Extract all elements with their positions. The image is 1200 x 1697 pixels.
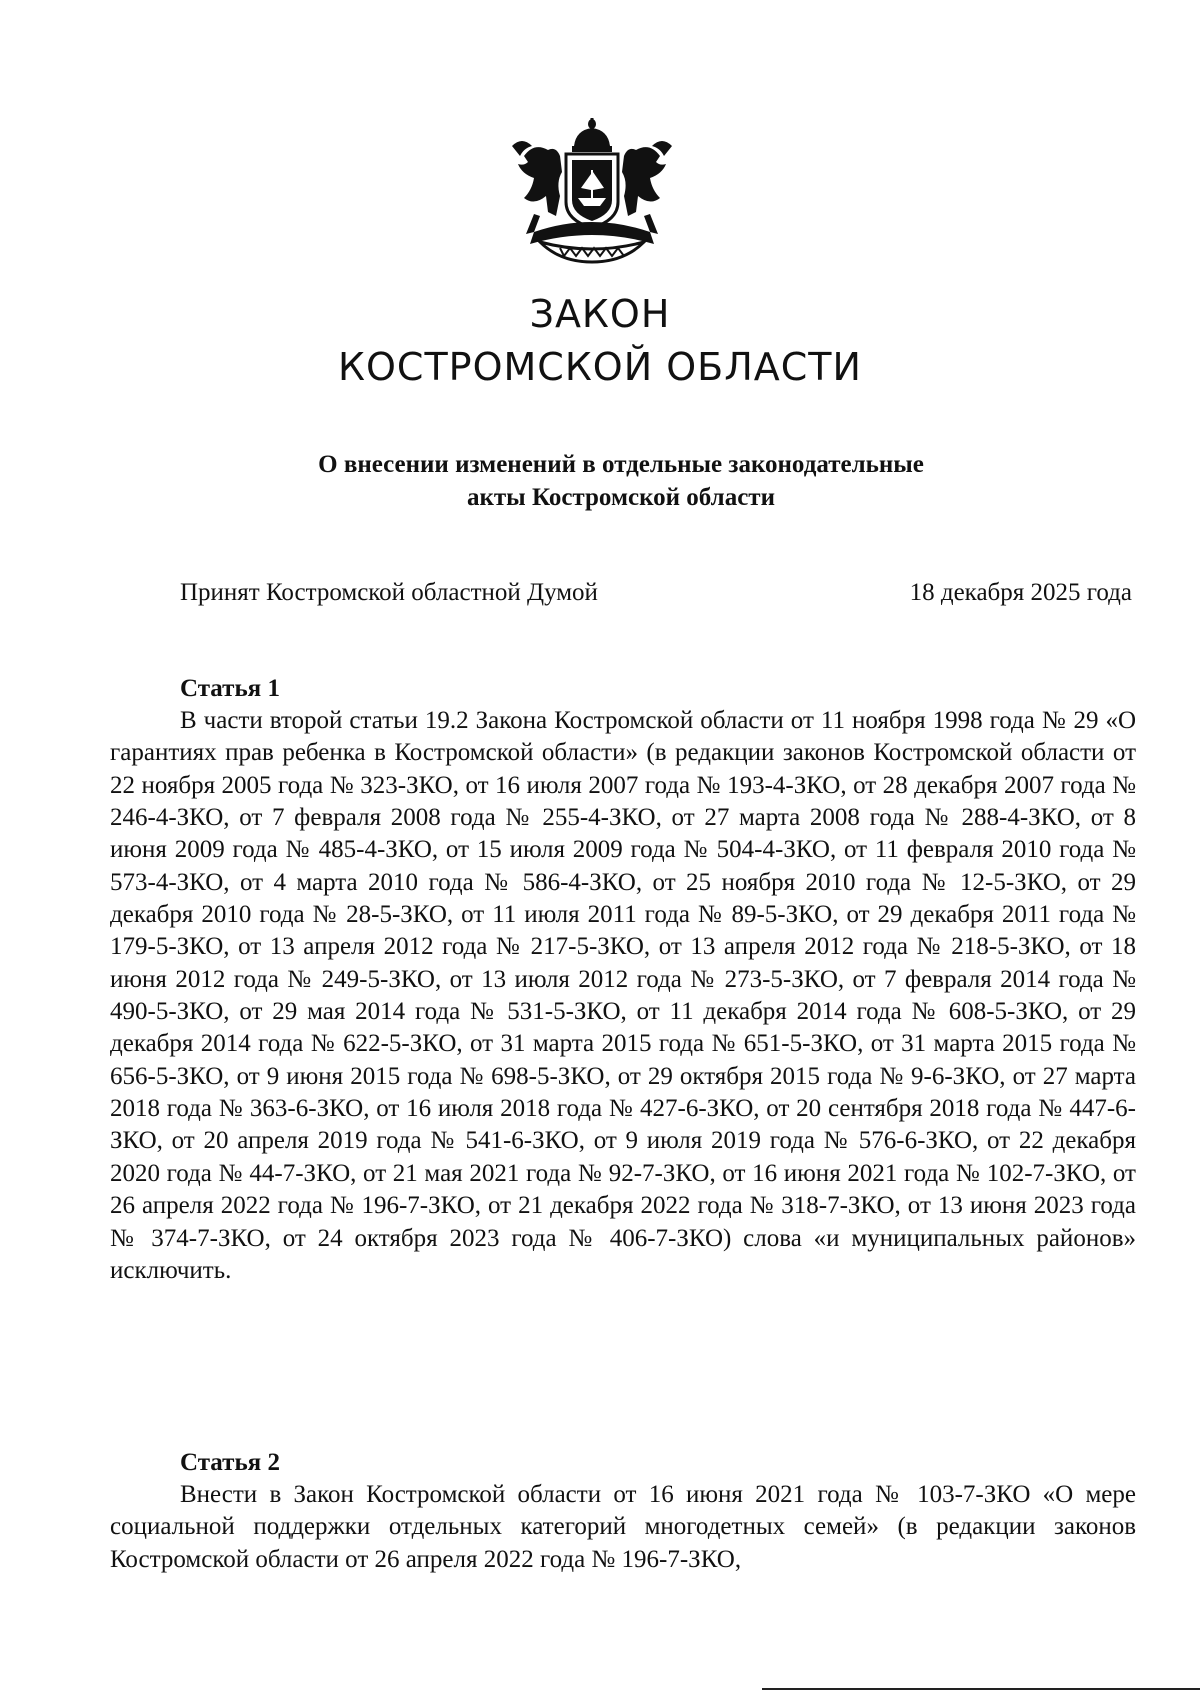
law-title-line-2: КОСТРОМСКОЙ ОБЛАСТИ [338, 345, 862, 389]
law-subject-line-1: О внесении изменений в отдельные законодательные [318, 451, 924, 478]
law-title-line-1: ЗАКОН [529, 292, 671, 336]
adoption-date: 18 декабря 2025 года [909, 579, 1132, 606]
article-2-text: Внести в Закон Костромской области от 16 июня 2021 года № 103-7-ЗКО «О мере социальной поддержки отдельных категорий многодетных семей» (в редакции законов Костромской области от 26 апреля 2022 года № 196-7-ЗКО, [110, 1481, 1136, 1573]
article-2-heading: Статья 2 [180, 1449, 280, 1476]
adopted-by: Принят Костромской областной Думой [180, 579, 598, 606]
law-subject-line-2: акты Костромской области [467, 484, 775, 511]
scan-edge-line [762, 1688, 1200, 1690]
law-subject [0, 448, 1200, 514]
article-1-heading: Статья 1 [180, 675, 280, 702]
article-1-text: В части второй статьи 19.2 Закона Костромской области от 11 ноября 1998 года № 29 «О гарантиях прав ребенка в Костромской области» (в редакции законов Костромской области от 22 ноября 2005 года № 323-ЗКО, от 16 июля 2007 года № 193-4-ЗКО, от 28 декабря 2007 года № 246-4-ЗКО, от 7 февраля 2008 года № 255-4-ЗКО, от 27 марта 2008 года № 288-4-ЗКО, от 8 июня 2009 года № 485-4-ЗКО, от 15 июля 2009 года № 504-4-ЗКО, от 11 февраля 2010 года № 573-4-ЗКО, от 4 марта 2010 года № 586-4-ЗКО, от 25 ноября 2010 года № 12-5-ЗКО, от 29 декабря 2010 года № 28-5-ЗКО, от 11 июля 2011 года № 89-5-ЗКО, от 29 декабря 2011 года № 179-5-ЗКО, от 13 апреля 2012 года № 217-5-ЗКО, от 13 апреля 2012 года № 218-5-ЗКО, от 18 июня 2012 года № 249-5-ЗКО, от 13 июля 2012 года № 273-5-ЗКО, от 7 февраля 2014 года № 490-5-ЗКО, от 29 мая 2014 года № 531-5-ЗКО, от 11 декабря 2014 года № 608-5-ЗКО, от 29 декабря 2014 года № 622-5-ЗКО, от 31 марта 2015 года № 651-5-ЗКО, от 31 марта 2015 года № 656-5-ЗКО, от 9 июня 2015 года № 698-5-ЗКО, от 29 октября 2015 года № 9-6-ЗКО, от 27 марта 2018 года № 363-6-ЗКО, от 16 июля 2018 года № 427-6-ЗКО, от 20 сентября 2018 года № 447-6-ЗКО, от 20 апреля 2019 года № 541-6-ЗКО, от 9 июля 2019 года № 576-6-ЗКО, от 22 декабря 2020 года № 44-7-ЗКО, от 21 мая 2021 года № 92-7-ЗКО, от 16 июня 2021 года № 102-7-ЗКО, от 26 апреля 2022 года № 196-7-ЗКО, от 21 декабря 2022 года № 318-7-ЗКО, от 13 июня 2023 года № 374-7-ЗКО, от 24 октября 2023 года № 406-7-ЗКО) слова «и муниципальных районов» исключить. [110, 707, 1136, 1284]
coat-of-arms-emblem [504, 116, 680, 266]
